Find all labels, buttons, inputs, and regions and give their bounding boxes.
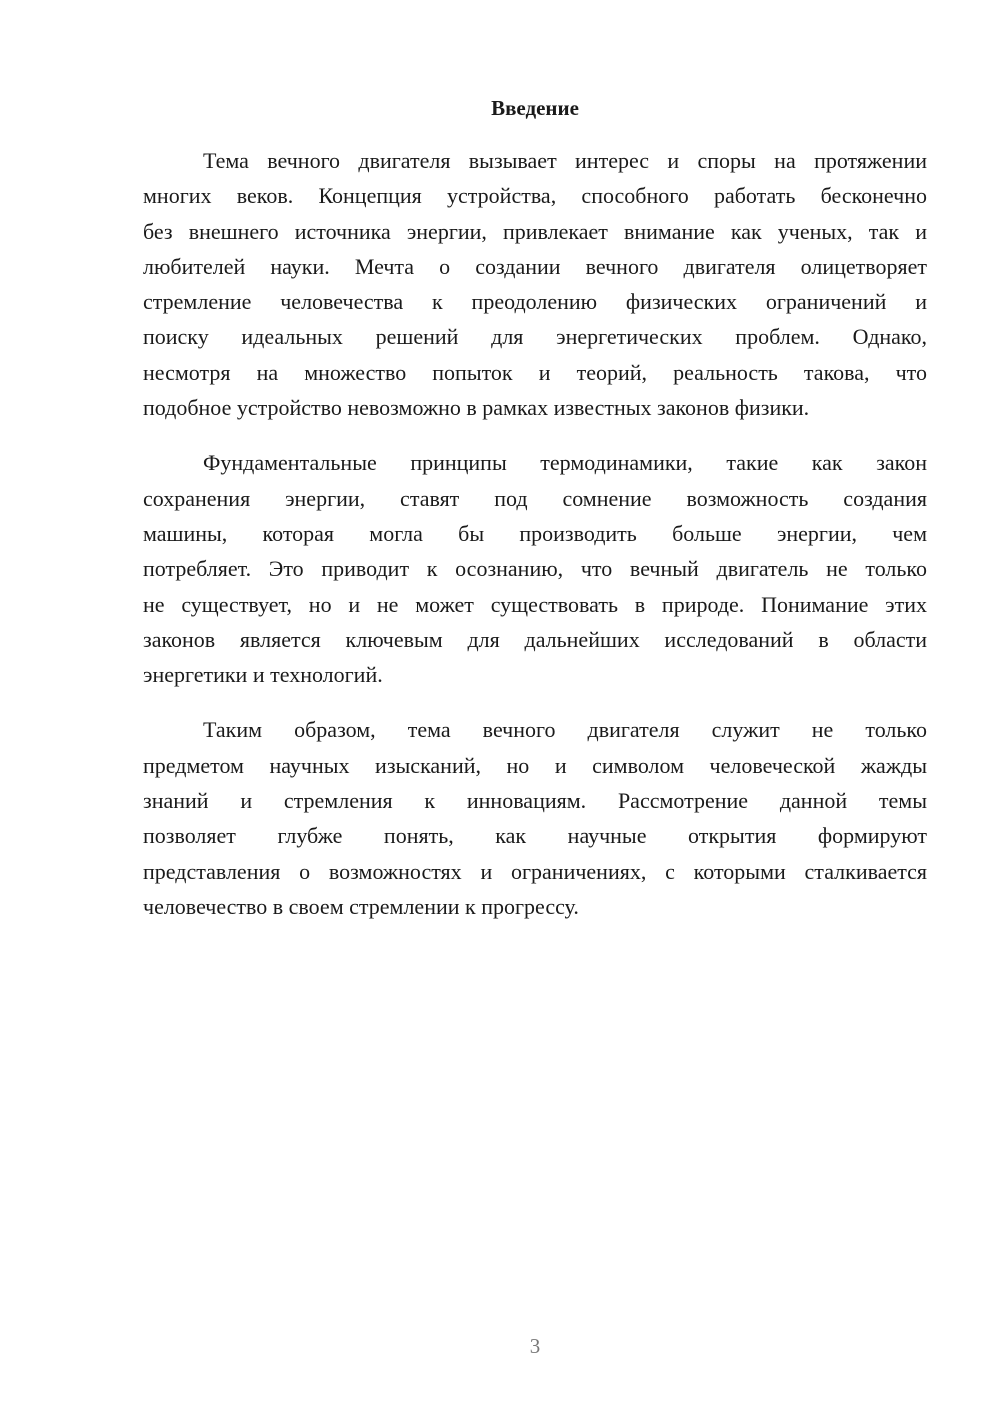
text-line: любителей науки. Мечта о создании вечного двигателя олицетворяет — [143, 253, 927, 279]
page-title: Введение — [491, 96, 579, 120]
text-line: предметом научных изысканий, но и символом человеческой жажды — [143, 752, 927, 778]
text-line: подобное устройство невозможно в рамках известных законов физики. — [143, 395, 810, 421]
paragraph — [143, 712, 927, 924]
paragraph — [143, 445, 927, 692]
text-line: машины, которая могла бы производить больше энергии, чем — [143, 520, 927, 546]
text-line: сохранения энергии, ставят под сомнение возможность создания — [143, 485, 927, 511]
text-line: позволяет глубже понять, как научные открытия формируют — [143, 823, 927, 849]
text-line: не существует, но и не может существовать в природе. Понимание этих — [143, 591, 927, 617]
text-line: поиску идеальных решений для энергетических проблем. Однако, — [143, 324, 927, 350]
text-line: без внешнего источника энергии, привлекает внимание как ученых, так и — [143, 218, 927, 244]
text-line: многих веков. Концепция устройства, способного работать бесконечно — [143, 183, 927, 209]
text-line: потребляет. Это приводит к осознанию, что вечный двигатель не только — [143, 556, 927, 582]
text-line: представления о возможностях и ограничениях, с которыми сталкивается — [143, 858, 927, 884]
text-line: человечество в своем стремлении к прогрессу. — [143, 893, 579, 919]
text-line: знаний и стремления к инновациям. Рассмотрение данной темы — [143, 788, 927, 814]
paragraph — [143, 143, 927, 425]
text-line: законов является ключевым для дальнейших исследований в области — [143, 626, 927, 652]
text-line: несмотря на множество попыток и теорий, реальность такова, что — [143, 359, 927, 385]
document-body — [143, 143, 927, 944]
text-line: Фундаментальные принципы термодинамики, такие как закон — [203, 450, 927, 476]
text-line: Тема вечного двигателя вызывает интерес и споры на протяжении — [203, 148, 927, 173]
page-number: 3 — [529, 1334, 541, 1358]
text-line: Таким образом, тема вечного двигателя служит не только — [203, 717, 927, 743]
text-line: стремление человечества к преодолению физических ограничений и — [143, 289, 927, 315]
text-line: энергетики и технологий. — [143, 662, 383, 688]
